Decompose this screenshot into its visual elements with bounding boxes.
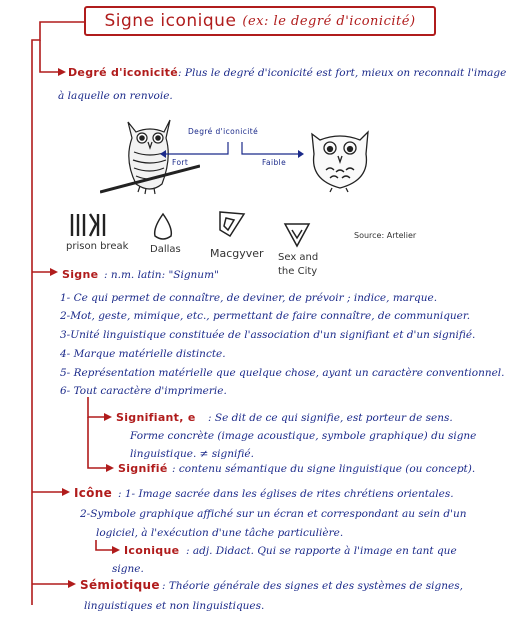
signe-term: Signe: [62, 268, 99, 281]
signifiant-line1: : Se dit de ce qui signifie, est porteur de sens.: [208, 412, 453, 424]
title-main: Signe iconique: [104, 11, 237, 31]
degre-line1: : Plus le degré d'iconicité est fort, mieux on reconnait l'image: [178, 67, 507, 79]
title-sub: (ex: le degré d'iconicité): [242, 13, 416, 29]
iconique-term: Iconique: [124, 544, 180, 557]
signe-item-2: 2-Mot, geste, mimique, etc., permettant de faire connaître, de communiquer.: [60, 310, 471, 322]
cartoon-owl-icon: [300, 118, 380, 198]
diagram-right-label: Faible: [262, 158, 287, 167]
sex-city-label-1: Sex and: [278, 252, 319, 263]
signe-item-5: 5- Représentation matérielle que quelque chose, ayant un caractère conventionnel.: [60, 367, 505, 379]
dallas-icon: [150, 212, 176, 242]
semiotique-line1: : Théorie générale des signes et des systèmes de signes,: [162, 580, 463, 592]
title-box: [84, 6, 436, 36]
prison-break-icon: [68, 212, 108, 238]
diagram-top-label: Degré d'iconicité: [188, 127, 259, 136]
icone-line3: logiciel, à l'exécution d'une tâche particulière.: [96, 527, 344, 539]
signifie-line1: : contenu sémantique du signe linguistique (ou concept).: [172, 463, 476, 475]
degre-line2: à laquelle on renvoie.: [58, 90, 173, 102]
semiotique-line2: linguistiques et non linguistiques.: [84, 600, 265, 612]
dallas-label: Dallas: [150, 244, 181, 255]
source-label: Source: Artelier: [354, 231, 417, 240]
signifiant-line3: linguistique. ≠ signifié.: [130, 448, 254, 460]
macgyver-label: Macgyver: [210, 247, 264, 260]
signifie-term: Signifié: [118, 462, 168, 475]
signe-item-1: 1- Ce qui permet de connaître, de deviner, de prévoir ; indice, marque.: [60, 292, 438, 304]
sex-city-label-2: the City: [278, 266, 318, 277]
prison-break-label: prison break: [66, 241, 129, 252]
icone-line2: 2-Symbole graphique affiché sur un écran et correspondant au sein d'un: [80, 508, 467, 520]
signe-item-6: 6- Tout caractère d'imprimerie.: [60, 385, 227, 397]
diagram-left-label: Fort: [172, 158, 189, 167]
iconique-line1: : adj. Didact. Qui se rapporte à l'image en tant que: [186, 545, 457, 557]
signe-item-4: 4- Marque matérielle distincte.: [60, 348, 226, 360]
macgyver-icon: [214, 206, 254, 246]
degre-term: Degré d'iconicité: [68, 66, 178, 79]
iconique-line2: signe.: [112, 563, 144, 575]
signe-item-3: 3-Unité linguistique constituée de l'association d'un signifiant et d'un signifié.: [60, 329, 476, 341]
icone-line1: : 1- Image sacrée dans les églises de rites chrétiens orientales.: [118, 488, 454, 500]
signifiant-line2: Forme concrète (image acoustique, symbole graphique) du signe: [130, 430, 477, 442]
sex-and-the-city-icon: [282, 220, 312, 250]
signe-head: : n.m. latin: "Signum": [104, 269, 219, 281]
semiotique-term: Sémiotique: [80, 578, 160, 592]
signifiant-term: Signifiant, e: [116, 411, 196, 424]
icone-term: Icône: [74, 486, 113, 500]
